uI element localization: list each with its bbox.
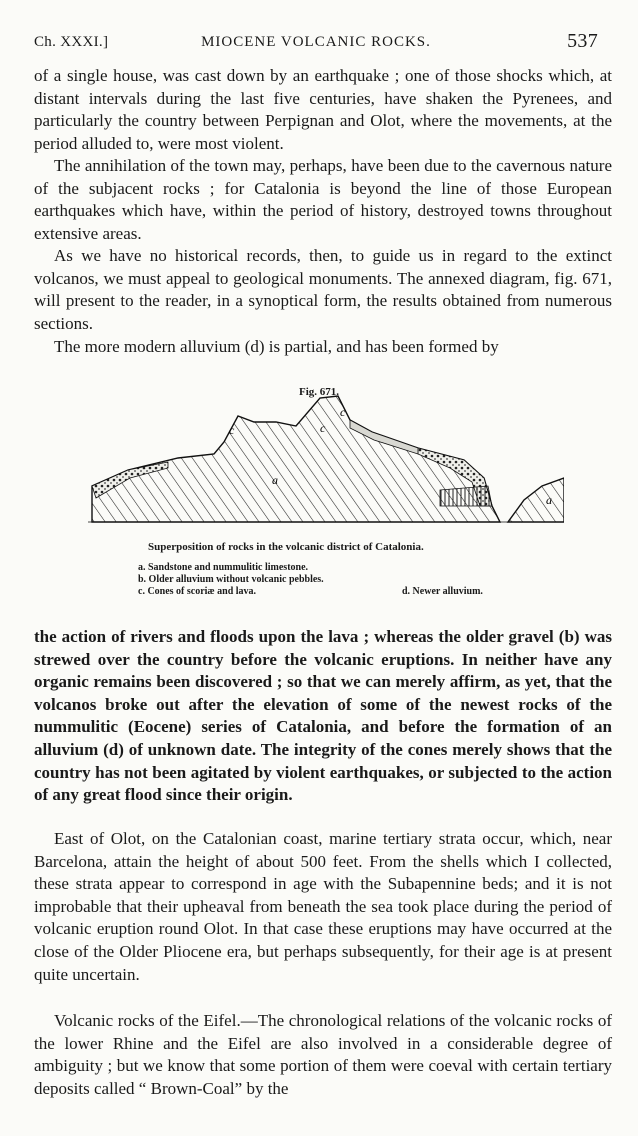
stratum-a-right bbox=[508, 478, 564, 522]
paragraph-6: East of Olot, on the Catalonian coast, marine tertiary strata occur, which, near Barcelona, attain the height of about 500 feet. From the shells which I collected, these strata appear to correspond in age with the Subapennine beds; and it is not improbable that their upheaval from beneath the sea took place during the period of volcanic eruption round Olot. In that case these eruptions may have occurred at the close of the Older Pliocene era, but perhaps subsequently, for their age is at present quite uncertain. bbox=[34, 829, 612, 984]
figure-label: Fig. 671. bbox=[298, 386, 340, 398]
running-title: MIOCENE VOLCANIC ROCKS. bbox=[201, 34, 431, 50]
chapter-label: Ch. XXXI.] bbox=[34, 34, 109, 50]
legend-item-a: a. Sandstone and nummulitic limestone. bbox=[138, 562, 309, 573]
letter-a-right: a bbox=[546, 493, 552, 507]
legend-item-b: b. Older alluvium without volcanic pebbles. bbox=[138, 574, 324, 585]
paragraph-2: The annihilation of the town may, perhaps, have been due to the cavernous nature of the subjacent rocks ; for Catalonia is beyond the line of those European earthquakes which have, within the period of history, destroyed towns throughout extensive areas. bbox=[34, 156, 612, 243]
letter-c-top: c bbox=[340, 405, 346, 419]
figure-caption: Superposition of rocks in the volcanic district of Catalonia. bbox=[148, 541, 424, 553]
page-number: 537 bbox=[567, 30, 598, 52]
newer-alluvium-d bbox=[440, 486, 492, 506]
figure-legend bbox=[138, 562, 324, 598]
legend-item-d: d. Newer alluvium. bbox=[402, 586, 483, 597]
paragraph-5: the action of rivers and floods upon the lava ; whereas the older gravel (b) was strewed over the country before the volcanic eruptions. In neither have any organic remains been discovered ; so that we can merely affirm, as yet, that the volcanos broke out after the elevation of some of the newest rocks of the nummulitic (Eocene) series of Catalonia, and before the formation of an alluvium (d) of unknown date. The integrity of the cones merely shows that the country has not been agitated by violent earthquakes, or subjected to the action of any great flood since their origin. bbox=[34, 627, 612, 805]
letter-c-left: c bbox=[229, 423, 235, 437]
paragraph-4: The more modern alluvium (d) is partial, and has been formed by bbox=[54, 337, 499, 356]
geological-section-diagram bbox=[88, 388, 564, 530]
legend-item-c: c. Cones of scoriæ and lava. bbox=[138, 586, 257, 597]
paragraph-3: As we have no historical records, then, to guide us in regard to the extinct volcanos, we must appeal to geological monuments. The annexed diagram, fig. 671, will present to the reader, in a synoptical form, the results obtained from numerous sections. bbox=[34, 246, 612, 333]
running-header bbox=[34, 32, 598, 54]
letter-a-left: a bbox=[272, 473, 278, 487]
paragraph-1: of a single house, was cast down by an earthquake ; one of those shocks which, at distant intervals during the last five centuries, have shaken the Pyrenees, and particularly the country between Perpignan and Olot, where the movements, at the period alluded to, were most violent. bbox=[34, 66, 612, 153]
letter-c-middle: c bbox=[320, 421, 326, 435]
paragraph-7: Volcanic rocks of the Eifel.—The chronological relations of the volcanic rocks of the lower Rhine and the Eifel are also involved in a considerable degree of ambiguity ; but we know that some portion of them were coeval with certain tertiary deposits called “ Brown-Coal” by the bbox=[34, 1011, 612, 1098]
